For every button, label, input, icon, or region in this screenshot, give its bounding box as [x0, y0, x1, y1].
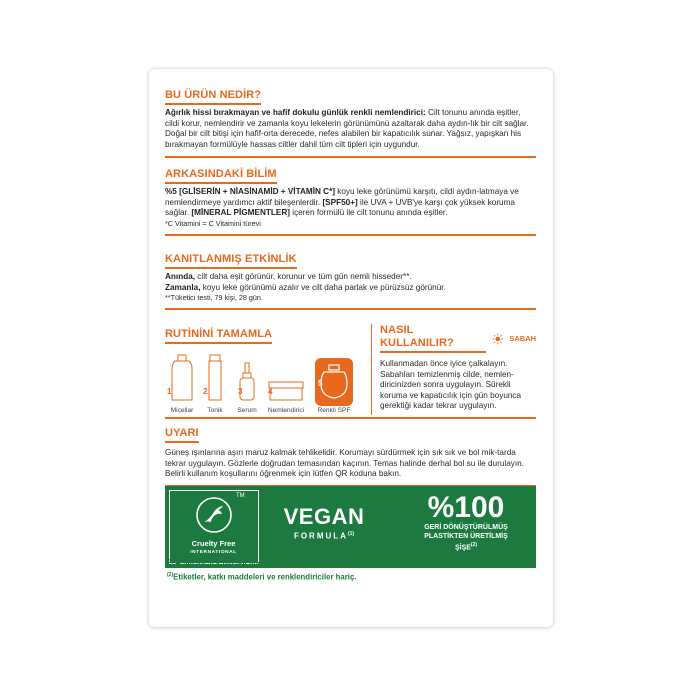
- product-number: 3: [238, 387, 243, 396]
- bold-text: Anında,: [165, 272, 196, 281]
- trademark-mark: TM: [236, 493, 245, 499]
- body-text: cilt daha eşit görünür, korunur ve tüm gün nemli hisseder**.: [195, 272, 412, 281]
- product-number: 5: [318, 379, 323, 388]
- formula-footnote-mark: (1): [347, 531, 355, 537]
- cruelty-free-badge: [169, 490, 259, 564]
- bold-text: [SPF50+]: [322, 197, 358, 207]
- bold-lead: Ağırlık hissi bırakmayan ve hafif dokulu günlük renkli nemlendirici:: [165, 108, 426, 117]
- footnote-mark: (1): [167, 559, 174, 565]
- product-number: 2: [203, 387, 208, 396]
- footnote-1: [167, 557, 537, 570]
- product-number: 4: [268, 387, 273, 396]
- jar-icon: [267, 380, 305, 402]
- usage-header: [380, 324, 536, 353]
- section-title: KANITLANMIŞ ETKİNLİK: [165, 253, 297, 269]
- divider: [165, 234, 536, 236]
- recycled-line-1: GERİ DÖNÜŞTÜRÜLMÜŞ: [424, 524, 508, 531]
- footnote-text: Hayvansal kaynaklı veya türevi bileşenler içermez.: [173, 559, 362, 569]
- spf-bottle-icon: [319, 364, 349, 400]
- section-science: [165, 164, 536, 240]
- bold-text: Zamanla,: [165, 282, 201, 292]
- section-warning: [165, 417, 536, 491]
- product-label: Renkli SPF: [317, 407, 351, 414]
- product-label: Micellar: [170, 407, 194, 414]
- footnote-mark: (2): [167, 571, 174, 578]
- warning-body: Güneş ışınlarına aşırı maruz kalmak tehlikelidir. Korumayı sürdürmek için sık sık ve bol mik-tarda tekrar uygulayın. Gözlerle doğrudan temasından kaçının. Temas halinde derhal bol su ile durulayın. Belirli kullanım koşullarını öğrenmek için lütfen QR koduna bakın.: [165, 448, 524, 479]
- body-text: Cilt tonunu anında eşitler, cildi korur, nemlendirir ve zamanla koyu lekelerin görünümünü azaltarak daha aydın-lık bir cilt sağlar. Doğal bir cilt bitişi için hafif-orta derecede, nefes alabilen bir kapatıcılık sunar. Yağsız, yapışkan his bırakmayan formülüyle hassas ciltler dahil tüm cilt tipleri için uygundur.: [165, 108, 529, 149]
- recycled-line-3: ŞİŞE: [454, 544, 471, 552]
- product-label: Serum: [237, 407, 257, 414]
- dropper-bottle-icon: [236, 362, 258, 402]
- section-title: BU ÜRÜN NEDİR?: [165, 89, 261, 105]
- footnote-text: Etiketler, katkı maddeleri ve renklendiriciler hariç.: [173, 572, 357, 582]
- divider: [165, 308, 536, 310]
- product-info-card: [149, 69, 553, 627]
- percent-text: %100: [427, 491, 505, 524]
- section-proven-efficacy: [165, 249, 536, 314]
- sun-icon: [492, 333, 504, 345]
- routine-section: [165, 324, 365, 415]
- cruelty-line-2: INTERNATIONAL: [190, 550, 237, 555]
- cruelty-free-text: [170, 539, 257, 557]
- product-label: Nemlendirici: [267, 407, 305, 414]
- footnote: *C Vitamini = C Vitamini türevi: [165, 218, 261, 228]
- divider: [165, 417, 536, 419]
- body-text: içeren formülü ile cilt tonunu anında eşitler.: [289, 208, 448, 218]
- bold-text: [MİNERAL PİGMENTLER]: [191, 208, 290, 218]
- product-moisturizer: [264, 380, 308, 414]
- cruelty-line-1: Cruelty Free: [191, 539, 236, 548]
- bottle-icon: [168, 354, 196, 402]
- green-banner: [165, 486, 536, 568]
- section-title: RUTİNİNİ TAMAMLA: [165, 328, 272, 344]
- recycled-footnote-mark: (2): [470, 542, 478, 548]
- leaping-bunny-icon: [194, 495, 234, 535]
- footnotes: [167, 557, 537, 582]
- section-body: [165, 187, 536, 219]
- product-label: Tonik: [207, 407, 223, 414]
- body-text: koyu leke görünümü karşıtı, cildi aydın-latmaya ve nemlendirmeye yardımcı aktif bileşenlerdir.: [165, 187, 519, 207]
- product-lineup: [165, 344, 365, 414]
- vegan-formula-badge: [269, 505, 379, 542]
- footnote: **Tüketici testi, 79 kişi, 28 gün.: [165, 293, 263, 303]
- product-micellar: [165, 354, 199, 414]
- divider: [165, 156, 536, 158]
- product-number: 1: [167, 387, 172, 396]
- vegan-text: VEGAN: [283, 504, 365, 529]
- body-text: ile UVA + UVB'ye karşı çok yüksek koruma sağlar.: [165, 197, 515, 218]
- usage-section: [371, 324, 536, 415]
- section-title: ARKASINDAKİ BİLİM: [165, 168, 277, 184]
- section-title: UYARI: [165, 427, 199, 443]
- product-tonic: [203, 354, 227, 414]
- usage-body: Kullanmadan önce iyice çalkalayın. Sabahları temizlenmiş cilde, nemlen-diricinizden sonra uygulayın. Sürekli koruma ve kapatıcılık için gün boyunca gerektiği kadar tekrar uygulayın.: [380, 359, 522, 411]
- body-text: koyu leke görünümü azalır ve cilt daha parlak ve pürüzsüz görünür.: [200, 282, 446, 292]
- tall-bottle-icon: [207, 354, 223, 402]
- recycled-line-2: PLASTİKTEN ÜRETİLMİŞ: [424, 532, 508, 540]
- footnote-2: [167, 570, 537, 583]
- formula-text: FORMULA: [293, 531, 348, 541]
- recycled-bottle-badge: [405, 492, 527, 553]
- section-body: [165, 272, 536, 293]
- time-label: SABAH: [509, 334, 536, 343]
- section-what-is-it: [165, 85, 536, 162]
- section-title: NASIL KULLANILIR?: [380, 324, 486, 353]
- bold-text: %5 [GLİSERİN + NİASİNAMİD + VİTAMİN C*]: [165, 187, 335, 196]
- section-body: [165, 108, 536, 150]
